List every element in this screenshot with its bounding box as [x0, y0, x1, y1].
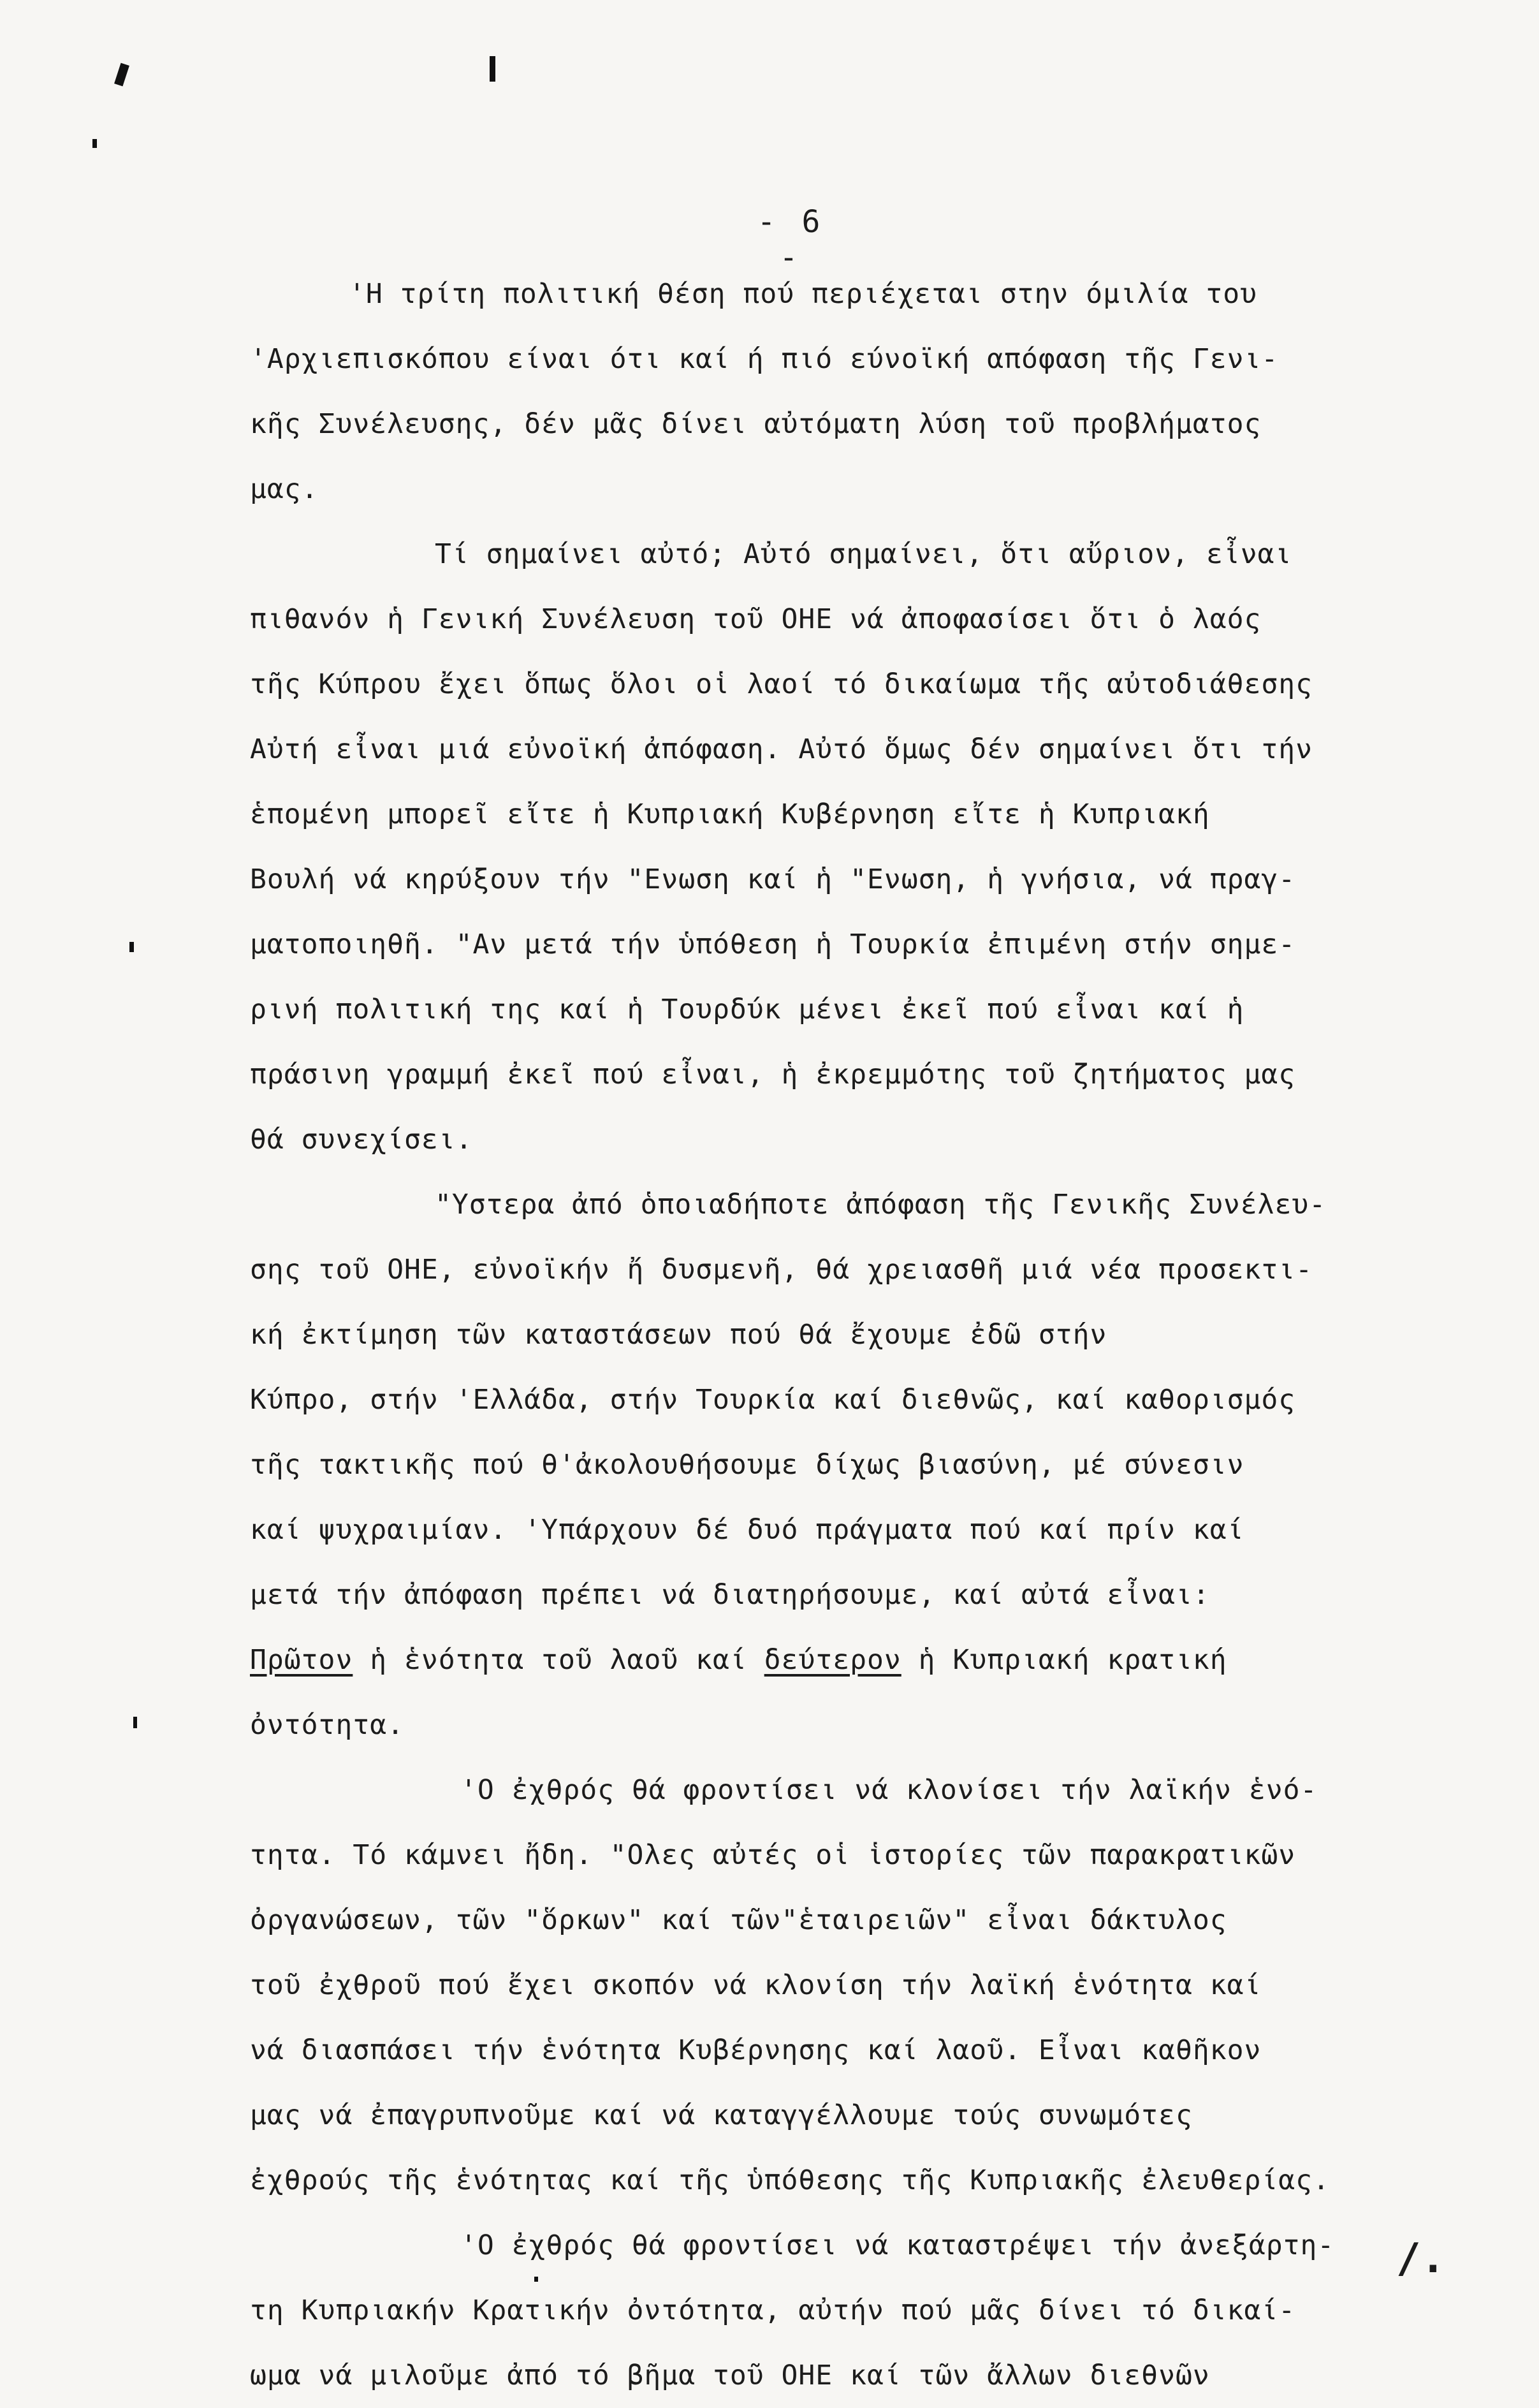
paragraph-3 [250, 1172, 1480, 1758]
text-line: ματοποιηθῆ. "Αν μετά τήν ὑπόθεση ἡ Τουρκία ἐπιμένη στήν σημε- [250, 929, 1296, 960]
text-line: "Υστερα ἀπό ὁποιαδήποτε ἀπόφαση τῆς Γενικῆς Συνέλευ- [435, 1189, 1327, 1221]
text-line: μας. [250, 473, 319, 505]
paragraph-2 [250, 522, 1480, 1172]
text-line: ἐχθρούς τῆς ἑνότητας καί τῆς ὑπόθεσης τῆς Κυπριακῆς ἐλευθερίας. [250, 2164, 1330, 2196]
paragraph-5 [250, 2213, 1480, 2408]
body-text [250, 261, 1480, 2408]
text-line: σης τοῦ ΟΗΕ, εὐνοϊκήν ἤ δυσμενῆ, θά χρειασθῆ μιά νέα προσεκτι- [250, 1254, 1313, 1286]
emphasis-line [250, 1627, 1480, 1692]
underlined-first: Πρῶτον [250, 1644, 353, 1676]
scan-mark-top-center [490, 56, 495, 82]
text-line: μας νά ἐπαγρυπνοῦμε καί νά καταγγέλλουμε τούς συνωμότες [250, 2099, 1193, 2131]
text-line: τῆς Κύπρου ἔχει ὅπως ὅλοι οἱ λαοί τό δικαίωμα τῆς αὐτοδιάθεσης [250, 668, 1313, 700]
continuation-mark: /. [1396, 2235, 1446, 2282]
text-line: Κύπρο, στήν 'Ελλάδα, στήν Τουρκία καί διεθνῶς, καί καθορισμός [250, 1384, 1296, 1416]
page-number: - 6 - [757, 204, 824, 275]
text-line: καί ψυχραιμίαν. 'Υπάρχουν δέ δυό πράγματα πού καί πρίν καί [250, 1514, 1244, 1546]
underlined-second: δεύτερον [764, 1644, 901, 1676]
text-line: ἑπομένη μπορεῖ εἴτε ἡ Κυπριακή Κυβέρνηση εἴτε ἡ Κυπριακή [250, 798, 1210, 830]
emphasis-text-mid1: ἡ ἑνότητα τοῦ λαοῦ καί [353, 1644, 764, 1676]
text-line: ρινή πολιτική της καί ἡ Τουρδύκ μένει ἐκεῖ πού εἶναι καί ἡ [250, 994, 1244, 1025]
text-line: 'Η τρίτη πολιτική θέση πού περιέχεται στην όμιλία του [349, 278, 1258, 310]
paragraph-1 [250, 261, 1480, 522]
text-line: πράσινη γραμμή ἐκεῖ πού εἶναι, ἡ ἐκρεμμότης τοῦ ζητήματος μας [250, 1059, 1296, 1090]
text-line: Αὐτή εἶναι μιά εὐνοϊκή ἀπόφαση. Αὐτό ὅμως δέν σημαίνει ὅτι τήν [250, 733, 1313, 765]
text-line: 'Ο ἐχθρός θά φροντίσει νά κλονίσει τήν λαϊκήν ἑνό- [460, 1774, 1318, 1806]
text-line: κή ἐκτίμηση τῶν καταστάσεων πού θά ἔχουμε ἐδῶ στήν [250, 1319, 1107, 1351]
text-line: ωμα νά μιλοῦμε ἀπό τό βῆμα τοῦ ΟΗΕ καί τῶν ἄλλων διεθνῶν [250, 2360, 1210, 2391]
scan-mark-left-mid [129, 942, 134, 952]
text-line: θά συνεχίσει. [250, 1124, 473, 1156]
scan-mark-left-small [92, 139, 97, 148]
scan-mark-top [114, 63, 129, 87]
text-line: κῆς Συνέλευσης, δέν μᾶς δίνει αὐτόματη λύση τοῦ προβλήματος [250, 408, 1262, 440]
emphasis-text-mid2: ἡ Κυπριακή κρατική [901, 1644, 1227, 1676]
text-line: τοῦ ἐχθροῦ πού ἔχει σκοπόν νά κλονίση τήν λαϊκή ἑνότητα καί [250, 1969, 1262, 2001]
text-line: τη Κυπριακήν Κρατικήν ὀντότητα, αὐτήν πού μᾶς δίνει τό δικαί- [250, 2294, 1296, 2326]
text-line: ὀντότητα. [250, 1709, 404, 1741]
text-line: μετά τήν ἀπόφαση πρέπει νά διατηρήσουμε, καί αὐτά εἶναι: [250, 1579, 1210, 1611]
text-line: ὀργανώσεων, τῶν "ὅρκων" καί τῶν"ἑταιρειῶν" εἶναι δάκτυλος [250, 1904, 1227, 1936]
text-line: Βουλή νά κηρύξουν τήν "Ενωση καί ἡ "Ενωση, ἡ γνήσια, νά πραγ- [250, 863, 1296, 895]
text-line: πιθανόν ἡ Γενική Συνέλευση τοῦ ΟΗΕ νά ἀποφασίσει ὅτι ὁ λαός [250, 603, 1262, 635]
paragraph-4 [250, 1758, 1480, 2213]
text-line: τητα. Τό κάμνει ἤδη. "Ολες αὐτές οἱ ἱστορίες τῶν παρακρατικῶν [250, 1839, 1296, 1871]
text-line: τῆς τακτικῆς πού θ'ἀκολουθήσουμε δίχως βιασύνη, μέ σύνεσιν [250, 1449, 1244, 1481]
text-line: Τί σημαίνει αὐτό; Αὐτό σημαίνει, ὅτι αὔριον, εἶναι [435, 538, 1292, 570]
scan-mark-left-lower [133, 1717, 137, 1728]
text-line: 'Αρχιεπισκόπου είναι ότι καί ή πιό εύνοϊκή απόφαση τῆς Γενι- [250, 343, 1279, 375]
text-line: νά διασπάσει τήν ἑνότητα Κυβέρνησης καί λαοῦ. Εἶναι καθῆκον [250, 2034, 1262, 2066]
text-line: 'Ο ἐχθρός θά φροντίσει νά καταστρέψει τήν ἀνεξάρτη- [460, 2229, 1335, 2261]
